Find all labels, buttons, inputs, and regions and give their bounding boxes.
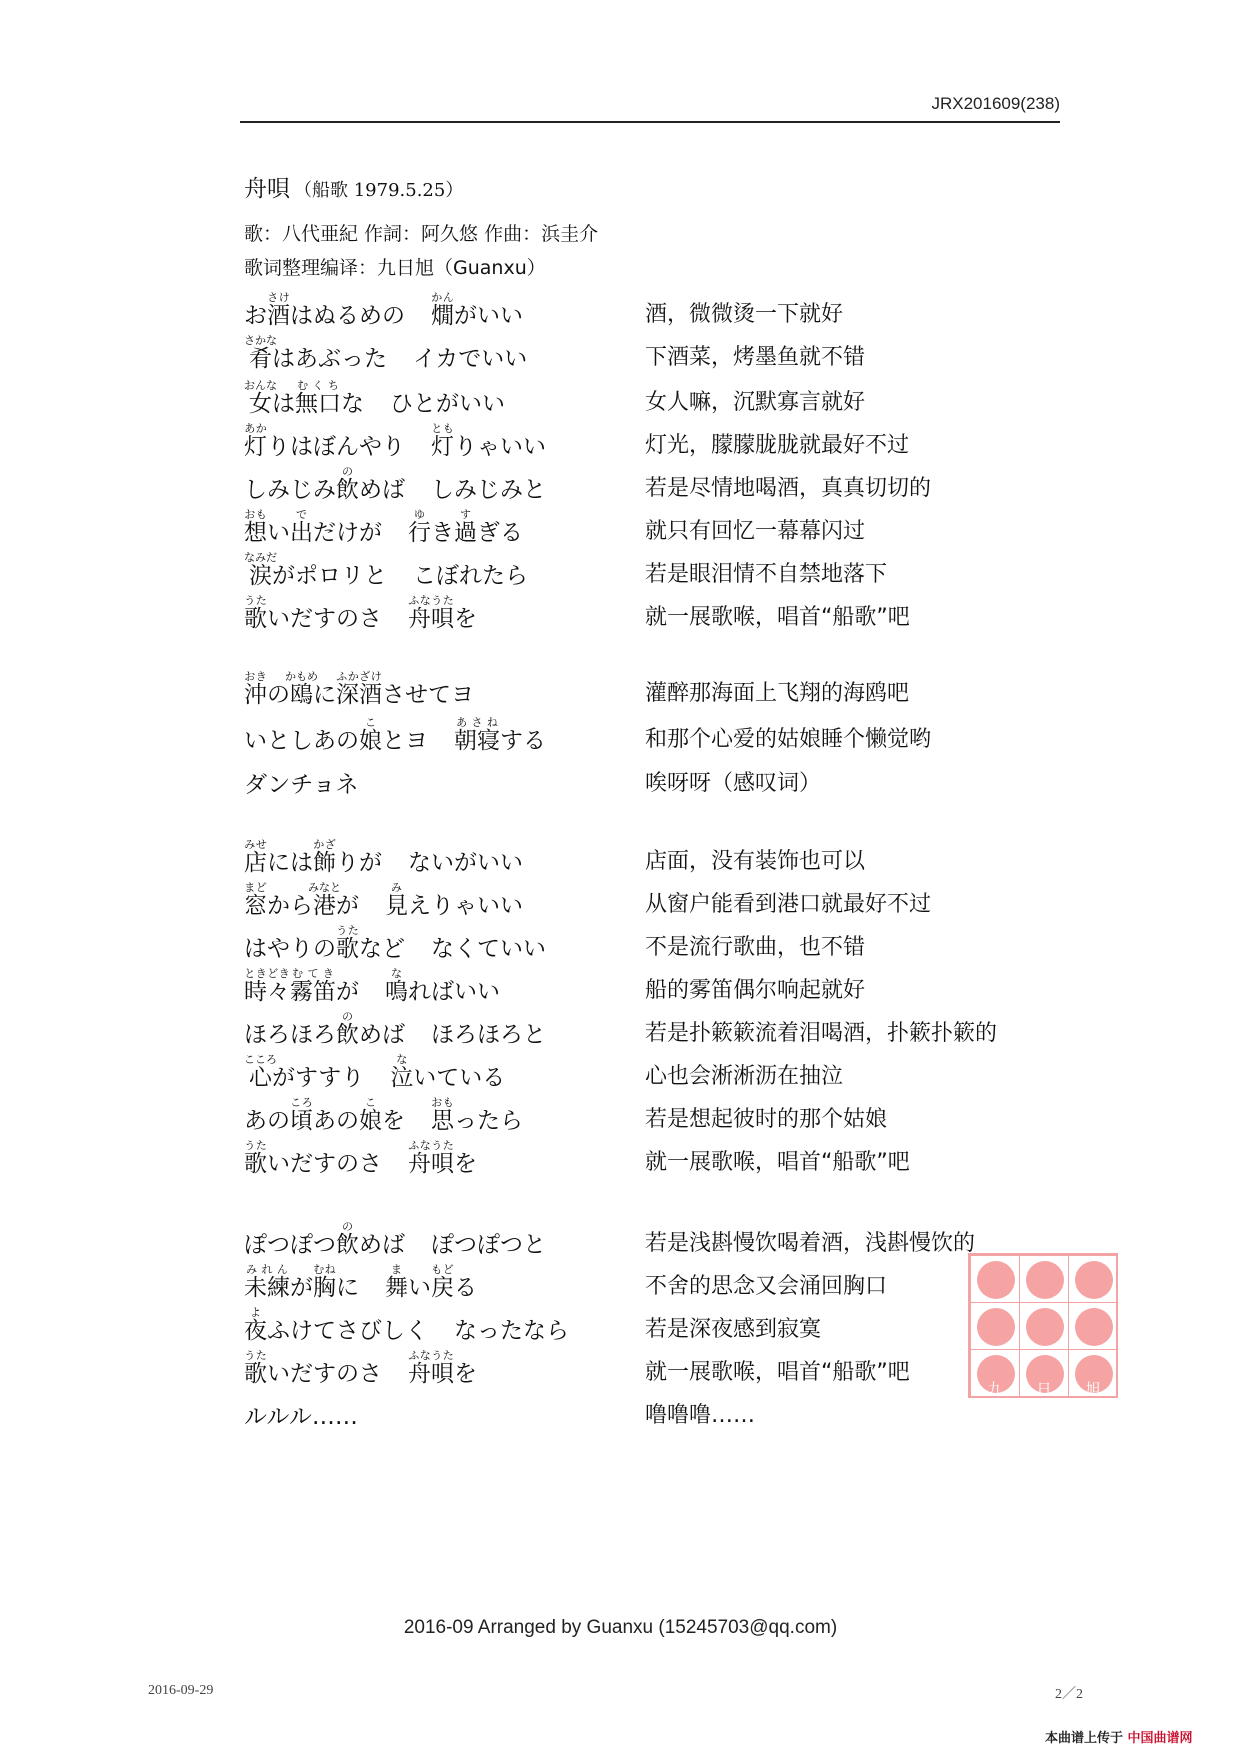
lyric-text: させてヨ: [382, 682, 474, 708]
ruby-word: [244, 670, 267, 708]
lyric-text: あの: [244, 1108, 290, 1134]
ruby-base: 舟唄: [408, 1151, 454, 1177]
ruby-word: [244, 1139, 267, 1177]
ruby-word: [385, 967, 408, 1005]
source-prefix: 本曲谱上传于: [1045, 1731, 1124, 1746]
lyric-row: [0, 710, 1241, 756]
lyric-japanese: [244, 379, 505, 419]
furigana: あさね: [454, 716, 500, 729]
lyric-japanese: [244, 1349, 477, 1389]
lyric-text: えりゃいい: [408, 893, 523, 919]
ruby-base: 娘: [359, 1108, 382, 1134]
ruby-word: [244, 881, 267, 919]
lyric-text: とヨ: [382, 728, 428, 754]
furigana: おき: [244, 670, 267, 683]
ruby-word: [313, 838, 336, 876]
lyric-japanese: [244, 551, 528, 591]
lyric-japanese: [244, 465, 546, 505]
ruby-word: [308, 881, 341, 919]
lyric-row: [0, 961, 1241, 1007]
lyric-row: [0, 285, 1241, 331]
furigana: こころ: [244, 1053, 277, 1066]
lyric-japanese: [244, 770, 359, 800]
lyric-japanese: [244, 1220, 546, 1260]
ruby-word: [313, 1263, 336, 1301]
furigana: ふなうた: [408, 1349, 454, 1362]
furigana: かざ: [313, 838, 336, 851]
lyric-japanese: [244, 1053, 505, 1093]
ruby-base: 港: [308, 893, 341, 919]
ruby-base: 沖: [244, 682, 267, 708]
lyric-text: を: [382, 1108, 405, 1134]
furigana: さけ: [267, 291, 290, 304]
lyric-text: がいい: [454, 303, 523, 329]
lyric-text: がすすり: [272, 1065, 365, 1091]
ruby-base: 燗: [431, 303, 454, 329]
lyric-row: [0, 416, 1241, 462]
lyric-text: めば: [359, 1232, 405, 1258]
furigana: ゆ: [408, 508, 431, 521]
lyric-japanese: [244, 881, 523, 921]
ruby-base: 想: [244, 520, 267, 546]
ruby-word: [244, 1306, 267, 1344]
lyric-text: を: [454, 1361, 477, 1387]
ruby-base: 頃: [290, 1108, 313, 1134]
ruby-base: 女: [244, 391, 277, 417]
furigana: うた: [244, 1139, 267, 1152]
lyric-chinese: 从窗户能看到港口就最好不过: [645, 892, 932, 917]
lyric-text: お: [244, 303, 267, 329]
lyric-text: めば: [359, 477, 405, 503]
lyric-chinese: 船的雾笛偶尔响起就好: [645, 978, 866, 1003]
ruby-word: [244, 334, 277, 372]
lyric-japanese: [244, 1139, 477, 1179]
lyric-text: だけが: [313, 520, 382, 546]
furigana: な: [385, 967, 408, 980]
lyric-chinese: 下酒菜，烤墨鱼就不错: [645, 345, 866, 370]
lyric-row: [0, 1004, 1241, 1050]
furigana: ふなうた: [408, 1139, 454, 1152]
ruby-word: [244, 379, 277, 417]
lyric-text: る: [454, 1275, 477, 1301]
lyric-row: [0, 832, 1241, 878]
lyric-text: いとしあの: [244, 728, 359, 754]
ruby-word: [454, 716, 500, 754]
lyric-chinese: 唉呀呀（感叹词）: [645, 771, 822, 796]
ruby-word: [244, 1263, 290, 1301]
lyric-text: ふけてさびしく: [267, 1318, 428, 1344]
lyric-chinese: 噜噜噜……: [645, 1403, 756, 1428]
ruby-word: [290, 1096, 313, 1134]
lyric-text: ほろほろと: [431, 1022, 546, 1048]
furigana: ふかざけ: [336, 670, 382, 683]
furigana: うた: [244, 1349, 267, 1362]
furigana: おんな: [244, 379, 277, 392]
song-title: [244, 170, 463, 203]
lyric-chinese: 若是深夜感到寂寞: [645, 1317, 822, 1342]
ruby-base: 舟唄: [408, 1361, 454, 1387]
lyric-text: ぎる: [477, 520, 523, 546]
lyric-text: する: [500, 728, 546, 754]
ruby-base: 過: [454, 520, 477, 546]
ruby-word: [244, 1053, 277, 1091]
ruby-base: 歌: [336, 936, 359, 962]
ruby-word: [336, 465, 359, 503]
lyric-row: [0, 1090, 1241, 1136]
furigana: うた: [336, 924, 359, 937]
lyric-chinese: 就一展歌喉，唱首“船歌”吧: [645, 1150, 910, 1175]
title-subtitle: （船歌 1979.5.25）: [294, 180, 464, 201]
lyric-japanese: [244, 924, 546, 964]
ruby-base: 涙: [244, 563, 277, 589]
lyric-chinese: 和那个心爱的姑娘睡个懒觉哟: [645, 727, 932, 752]
furigana: もど: [431, 1263, 454, 1276]
lyric-text: など: [359, 936, 405, 962]
furigana: こ: [359, 1096, 382, 1109]
ruby-word: [385, 881, 408, 919]
lyric-row: [0, 1047, 1241, 1093]
lyric-text: りゃいい: [454, 434, 546, 460]
ruby-word: [431, 1263, 454, 1301]
lyric-text: りが: [336, 850, 382, 876]
lyric-chinese: 不舍的思念又会涌回胸口: [645, 1274, 888, 1299]
lyric-text: が: [290, 1275, 313, 1301]
ruby-base: 無口: [295, 391, 341, 417]
lyric-chinese: 灌醉那海面上飞翔的海鸥吧: [645, 681, 910, 706]
footer-arranger: 2016-09 Arranged by Guanxu (15245703@qq.com): [403, 1617, 838, 1638]
lyric-text: なくていい: [431, 936, 546, 962]
ruby-base: 未練: [244, 1275, 290, 1301]
lyric-japanese: [244, 967, 500, 1007]
ruby-base: 飲: [336, 1232, 359, 1258]
lyric-chinese: 灯光，朦朦胧胧就最好不过: [645, 433, 910, 458]
ruby-word: [336, 1220, 359, 1258]
ruby-base: 鳴: [385, 979, 408, 1005]
lyric-text: ったら: [454, 1108, 523, 1134]
ruby-base: 時々: [244, 979, 290, 1005]
furigana: ころ: [290, 1096, 313, 1109]
lyric-text: ひとがいい: [390, 391, 505, 417]
lyric-row: [0, 918, 1241, 964]
furigana: みせ: [244, 838, 267, 851]
furigana: の: [336, 1220, 359, 1233]
lyric-japanese: [244, 291, 523, 331]
lyric-text: りはぼんやり: [267, 434, 405, 460]
lyric-row: [0, 1133, 1241, 1179]
furigana: さかな: [244, 334, 277, 347]
lyric-text: イカでいい: [413, 346, 528, 372]
lyric-row: [0, 502, 1241, 548]
lyric-chinese: 就只有回忆一幕幕闪过: [645, 519, 866, 544]
lyric-text: はぬるめの: [290, 303, 405, 329]
lyric-japanese: [244, 716, 546, 756]
furigana: かもめ: [285, 670, 318, 683]
lyric-chinese: 女人嘛，沉默寡言就好: [645, 390, 866, 415]
lyric-chinese: 若是眼泪情不自禁地落下: [645, 562, 888, 587]
lyric-text: いだすのさ: [267, 606, 382, 632]
ruby-word: [290, 508, 313, 546]
ruby-base: 泣: [390, 1065, 414, 1091]
ruby-word: [336, 1010, 359, 1048]
ruby-base: 歌: [244, 1361, 267, 1387]
lyric-row: [0, 588, 1241, 634]
lyric-chinese: 店面，没有装饰也可以: [645, 849, 866, 874]
ruby-word: [408, 508, 431, 546]
furigana: むてき: [290, 967, 336, 980]
lyric-text: の: [267, 682, 290, 708]
stamp-char: 旭: [1085, 1380, 1101, 1398]
furigana: の: [336, 1010, 359, 1023]
ruby-word: [244, 422, 267, 460]
lyric-japanese: [244, 1263, 477, 1303]
ruby-base: 灯: [431, 434, 454, 460]
lyric-text: ぽつぽつ: [244, 1232, 336, 1258]
lyric-text: なったなら: [454, 1318, 569, 1344]
lyric-japanese: [244, 1402, 358, 1432]
ruby-base: 思: [431, 1108, 454, 1134]
ruby-base: 舞: [385, 1275, 408, 1301]
lyric-text: めば: [359, 1022, 405, 1048]
ruby-word: [390, 1053, 414, 1091]
lyric-text: は: [272, 391, 295, 417]
ruby-word: [244, 551, 277, 589]
ruby-base: 出: [290, 520, 313, 546]
lyric-text: が: [336, 893, 359, 919]
ruby-base: 飾: [313, 850, 336, 876]
furigana: み: [385, 881, 408, 894]
ruby-word: [408, 1349, 454, 1387]
lyric-text: いている: [413, 1065, 506, 1091]
ruby-word: [336, 924, 359, 962]
lyric-japanese: [244, 1306, 569, 1346]
furigana: むくち: [295, 379, 341, 392]
ruby-base: 歌: [244, 606, 267, 632]
furigana: な: [390, 1053, 414, 1066]
lyric-text: ないがいい: [408, 850, 523, 876]
ruby-word: [359, 716, 382, 754]
stamp-char: 日: [1036, 1380, 1052, 1398]
lyric-text: き: [431, 520, 454, 546]
furigana: ふなうた: [408, 594, 454, 607]
lyric-chinese: 若是浅斟慢饮喝着酒，浅斟慢饮的: [645, 1231, 976, 1256]
ruby-word: [408, 1139, 454, 1177]
furigana: とも: [431, 422, 454, 435]
furigana: の: [336, 465, 359, 478]
lyric-text: ルルル……: [244, 1404, 358, 1430]
credits-line-artists: 歌：八代亜紀 作詞：阿久悠 作曲：浜圭介: [244, 223, 599, 245]
lyric-text: に: [313, 682, 336, 708]
ruby-word: [385, 1263, 408, 1301]
ruby-word: [244, 838, 267, 876]
lyric-text: い: [267, 520, 290, 546]
lyric-text: ほろほろ: [244, 1022, 336, 1048]
footer-page-number: 2／2: [1055, 1687, 1083, 1702]
lyric-text: ぽつぽつと: [431, 1232, 546, 1258]
ruby-base: 舟唄: [408, 606, 454, 632]
lyric-chinese: 心也会淅淅沥在抽泣: [645, 1064, 844, 1089]
lyric-row: [0, 373, 1241, 419]
lyric-text: はあぶった: [272, 346, 387, 372]
furigana: ま: [385, 1263, 408, 1276]
ruby-base: 鴎: [285, 682, 318, 708]
header-rule: [240, 121, 1060, 123]
lyric-row: [0, 328, 1241, 374]
ruby-base: 窓: [244, 893, 267, 919]
lyric-chinese: 若是扑簌簌流着泪喝酒，扑簌扑簌的: [645, 1021, 998, 1046]
ruby-base: 歌: [244, 1151, 267, 1177]
ruby-base: 店: [244, 850, 267, 876]
lyric-text: ダンチョネ: [244, 772, 359, 798]
furigana: みなと: [308, 881, 341, 894]
furigana: なみだ: [244, 551, 277, 564]
lyric-japanese: [244, 594, 477, 634]
ruby-word: [359, 1096, 382, 1134]
lyric-text: はやりの: [244, 936, 336, 962]
lyric-row: [0, 875, 1241, 921]
ruby-word: [244, 967, 290, 1005]
lyric-japanese: [244, 1096, 523, 1136]
lyric-text: から: [267, 893, 313, 919]
lyric-text: しみじみ: [244, 477, 336, 503]
ruby-word: [295, 379, 341, 417]
furigana: おも: [244, 508, 267, 521]
footer-date: 2016-09-29: [148, 1683, 214, 1698]
lyric-chinese: 就一展歌喉，唱首“船歌”吧: [645, 1360, 910, 1385]
ruby-base: 娘: [359, 728, 382, 754]
source-site-logo: 中国曲谱网: [1127, 1731, 1193, 1746]
furigana: みれん: [244, 1263, 290, 1276]
furigana: むね: [313, 1263, 336, 1276]
furigana: す: [454, 508, 477, 521]
ruby-word: [244, 594, 267, 632]
lyric-text: いだすのさ: [267, 1361, 382, 1387]
ruby-base: 霧笛: [290, 979, 336, 1005]
ruby-word: [290, 967, 336, 1005]
lyric-text: しみじみと: [431, 477, 546, 503]
ruby-word: [285, 670, 318, 708]
lyric-chinese: 就一展歌喉，唱首“船歌”吧: [645, 605, 910, 630]
ruby-word: [431, 291, 454, 329]
ruby-base: 飲: [336, 477, 359, 503]
ruby-base: 肴: [244, 346, 277, 372]
lyric-text: を: [454, 606, 477, 632]
ruby-base: 酒: [267, 303, 290, 329]
ruby-base: 戻: [431, 1275, 454, 1301]
lyric-text: こぼれたら: [413, 563, 528, 589]
furigana: うた: [244, 594, 267, 607]
furigana: かん: [431, 291, 454, 304]
song-credits: [244, 217, 598, 285]
ruby-base: 深酒: [336, 682, 382, 708]
lyric-row: [0, 754, 1241, 800]
ruby-base: 見: [385, 893, 408, 919]
lyric-japanese: [244, 670, 474, 710]
ruby-word: [408, 594, 454, 632]
ruby-base: 灯: [244, 434, 267, 460]
ruby-word: [267, 291, 290, 329]
lyric-text: い: [408, 1275, 431, 1301]
furigana: まど: [244, 881, 267, 894]
ruby-base: 夜: [244, 1318, 267, 1344]
ruby-word: [431, 1096, 454, 1134]
title-main: 舟唄: [244, 176, 290, 202]
ruby-base: 心: [244, 1065, 277, 1091]
lyric-text: ればいい: [408, 979, 500, 1005]
ruby-base: 胸: [313, 1275, 336, 1301]
furigana: で: [290, 508, 313, 521]
credits-line-translator: 歌词整理编译：九日旭（Guanxu）: [244, 257, 546, 279]
lyric-japanese: [244, 838, 523, 878]
ruby-word: [454, 508, 477, 546]
lyric-japanese: [244, 508, 523, 548]
ruby-base: 朝寝: [454, 728, 500, 754]
lyric-chinese: 若是尽情地喝酒，真真切切的: [645, 476, 932, 501]
seal-stamp: [968, 1253, 1118, 1398]
lyric-text: がポロリと: [272, 563, 387, 589]
stamp-char: 九: [987, 1380, 1003, 1398]
ruby-word: [244, 508, 267, 546]
furigana: こ: [359, 716, 382, 729]
ruby-base: 行: [408, 520, 431, 546]
lyric-chinese: 不是流行歌曲，也不错: [645, 935, 866, 960]
ruby-word: [336, 670, 382, 708]
lyric-text: に: [336, 1275, 359, 1301]
lyric-row: [0, 459, 1241, 505]
lyric-text: あの: [313, 1108, 359, 1134]
document-code: JRX201609(238): [931, 94, 1060, 113]
lyric-chinese: 酒，微微烫一下就好: [645, 302, 844, 327]
lyric-chinese: 若是想起彼时的那个姑娘: [645, 1107, 888, 1132]
furigana: あか: [244, 422, 267, 435]
lyric-japanese: [244, 334, 527, 374]
lyric-japanese: [244, 1010, 546, 1050]
lyric-row: [0, 545, 1241, 591]
ruby-word: [244, 1349, 267, 1387]
lyric-text: が: [336, 979, 359, 1005]
furigana: ときどき: [244, 967, 290, 980]
lyric-text: な: [341, 391, 364, 417]
lyric-text: を: [454, 1151, 477, 1177]
ruby-word: [431, 422, 454, 460]
furigana: おも: [431, 1096, 454, 1109]
source-banner: [1045, 1727, 1193, 1746]
furigana: よ: [244, 1306, 267, 1319]
lyric-row: [0, 664, 1241, 710]
lyric-text: には: [267, 850, 313, 876]
lyric-text: いだすのさ: [267, 1151, 382, 1177]
ruby-base: 飲: [336, 1022, 359, 1048]
lyric-japanese: [244, 422, 546, 462]
